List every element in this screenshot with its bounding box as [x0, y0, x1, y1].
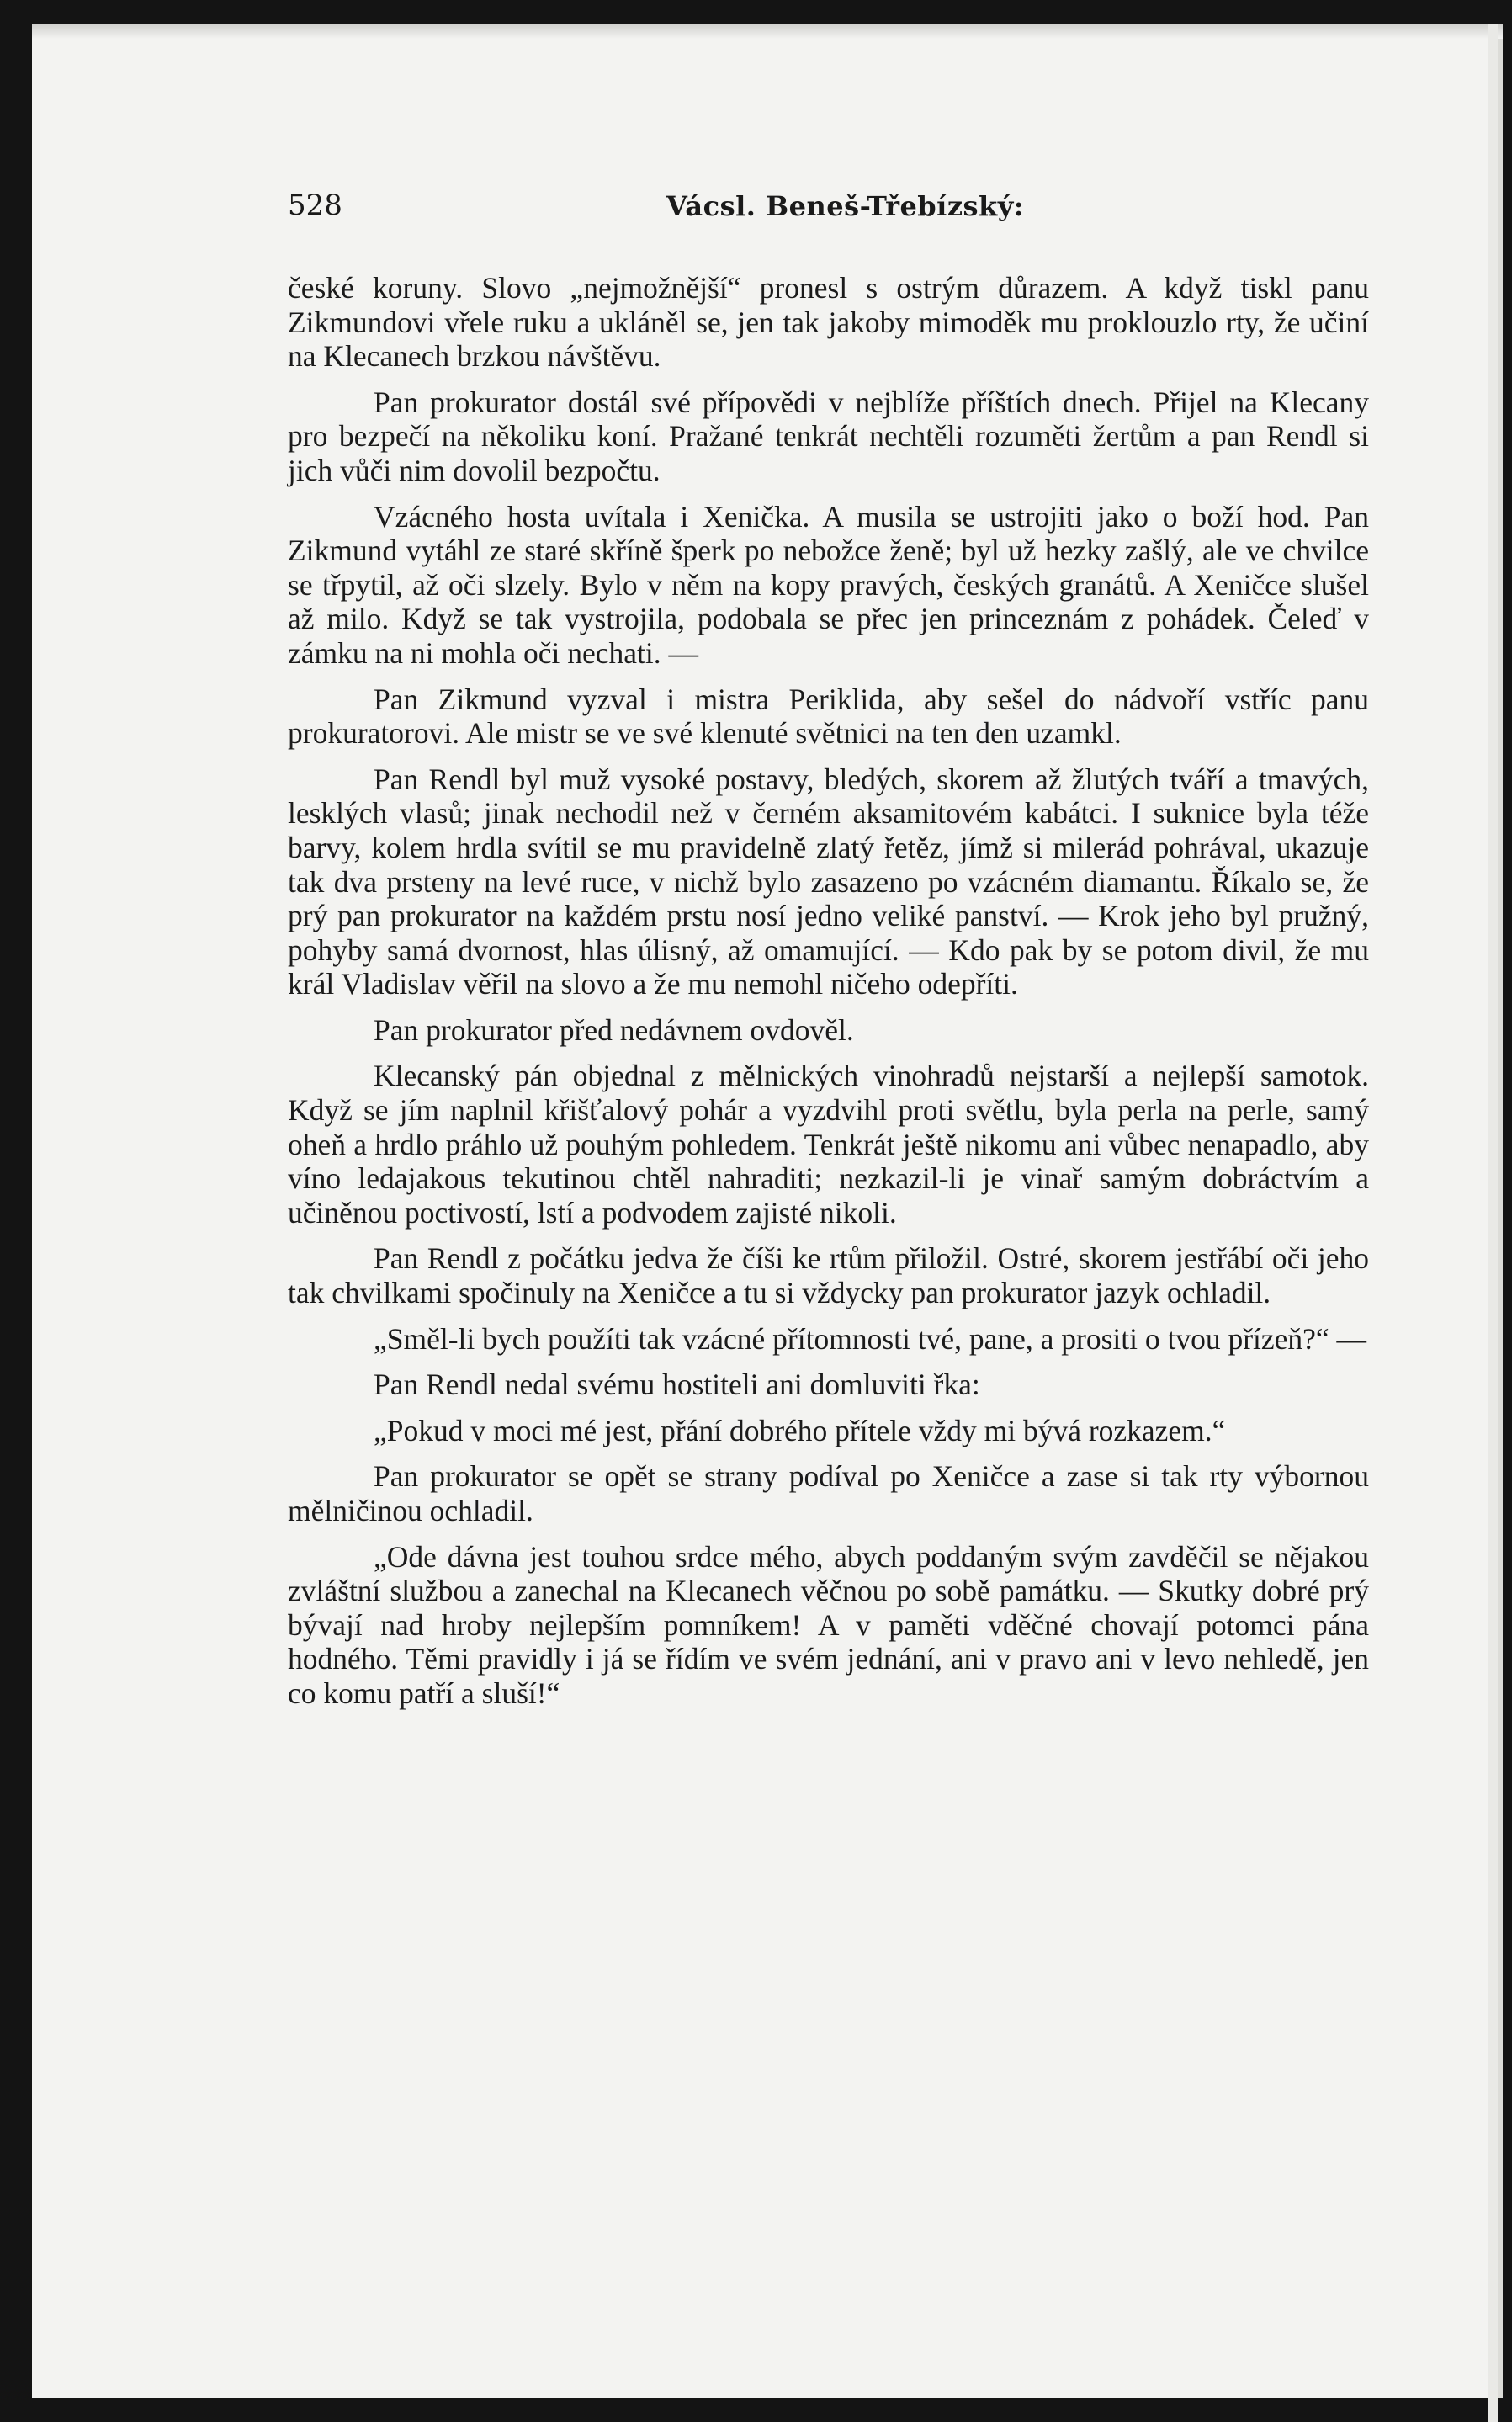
- page-top-edge: [32, 24, 1503, 39]
- paragraph: Pan Rendl nedal svému hostiteli ani domluviti řka:: [374, 1368, 980, 1402]
- body-text: [288, 271, 1369, 1723]
- paragraph: „Směl-li bych použíti tak vzácné přítomnosti tvé, pane, a prositi o tvou přízeň?“ —: [374, 1321, 1367, 1356]
- paragraph: Pan Rendl z počátku jedva že číši ke rtům přiložil. Ostré, skorem jestřábí oči jeho tak chvilkami spočinuly na Xeničce a tu si vždycky pan prokurator jazyk ochladil.: [288, 1241, 1369, 1310]
- page-right-edge: [1488, 24, 1498, 2422]
- paragraph: Klecanský pán objednal z mělnických vinohradů nejstarší a nejlepší samotok. Když se jím naplnil křišťalový pohár a vyzdvihl proti světlu, byla perla na perle, samý oheň a hrdlo práhlo už pouhým pohledem. Tenkrát ještě nikomu ani vůbec nenapadlo, aby víno ledajakous tekutinou chtěl nahraditi; nezkazil-li je vinař samým dobráctvím a učiněnou poctivostí, lstí a podvodem zajisté nikoli.: [288, 1059, 1369, 1230]
- page-header: [288, 189, 1104, 231]
- paragraph: Vzácného hosta uvítala i Xenička. A musila se ustrojiti jako o boží hod. Pan Zikmund vytáhl ze staré skříně šperk po nebožce ženě; byl už hezky zašlý, ale ve chvilce se třpytil, až oči slzely. Bylo v něm na kopy pravých, českých granátů. A Xeničce slušel až milo. Když se tak vystrojila, podobala se přec jen princeznám z pohádek. Čeleď v zámku na ni mohla oči nechati. —: [288, 499, 1369, 670]
- running-head: Vácsl. Beneš-Třebízský:: [666, 190, 1025, 222]
- paragraph: české koruny. Slovo „nejmožnější“ pronesl s ostrým důrazem. A když tiskl panu Zikmundovi vřele ruku a ukláněl se, jen tak jakoby mimoděk mu proklouzlo rty, že učiní na Klecanech brzkou návštěvu.: [288, 271, 1369, 374]
- paragraph: „Ode dávna jest touhou srdce mého, abych poddaným svým zavděčil se nějakou zvláštní službou a zanechal na Klecanech věčnou po sobě památku. — Skutky dobré prý bývají nad hroby nejlepším pomníkem! A v paměti vděčné chovají potomci pána hodného. Těmi pravidly i já se řídím ve svém jednání, ani v pravo ani v levo nehledě, jen co komu patří a sluší!“: [288, 1539, 1369, 1710]
- paragraph: Pan prokurator před nedávnem ovdověl.: [374, 1012, 854, 1047]
- paragraph: Pan prokurator se opět se strany podíval po Xeničce a zase si tak rty výbornou mělničinou ochladil.: [288, 1459, 1369, 1527]
- paragraph: Pan Zikmund vyzval i mistra Periklida, aby sešel do nádvoří vstříc panu prokuratorovi. Ale mistr se ve své klenuté světnici na ten den uzamkl.: [288, 682, 1369, 751]
- paragraph: Pan prokurator dostál své přípovědi v nejblíže příštích dnech. Přijel na Klecany pro bezpečí na několiku koní. Pražané tenkrát nechtěli rozuměti žertům a pan Rendl si jich vůči nim dovolil bezpočtu.: [288, 385, 1369, 487]
- paragraph: Pan Rendl byl muž vysoké postavy, bledých, skorem až žlutých tváří a tmavých, lesklých vlasů; jinak nechodil než v černém aksamitovém kabátci. I suknice byla téže barvy, kolem hrdla svítil se mu pravidelně zlatý řetěz, jímž si milerád pohrával, ukazuje tak dva prsteny na levé ruce, v nichž bylo zasazeno po vzácném diamantu. Říkalo se, že prý pan prokurator na každém prstu nosí jedno veliké panství. — Krok jeho byl pružný, pohyby samá dvornost, hlas úlisný, až omamující. — Kdo pak by se potom divil, že mu král Vladislav věřil na slovo a že mu nemohl ničeho odepříti.: [288, 762, 1369, 1001]
- paragraph: „Pokud v moci mé jest, přání dobrého přítele vždy mi bývá rozkazem.“: [374, 1413, 1226, 1447]
- page-number: 528: [288, 189, 342, 222]
